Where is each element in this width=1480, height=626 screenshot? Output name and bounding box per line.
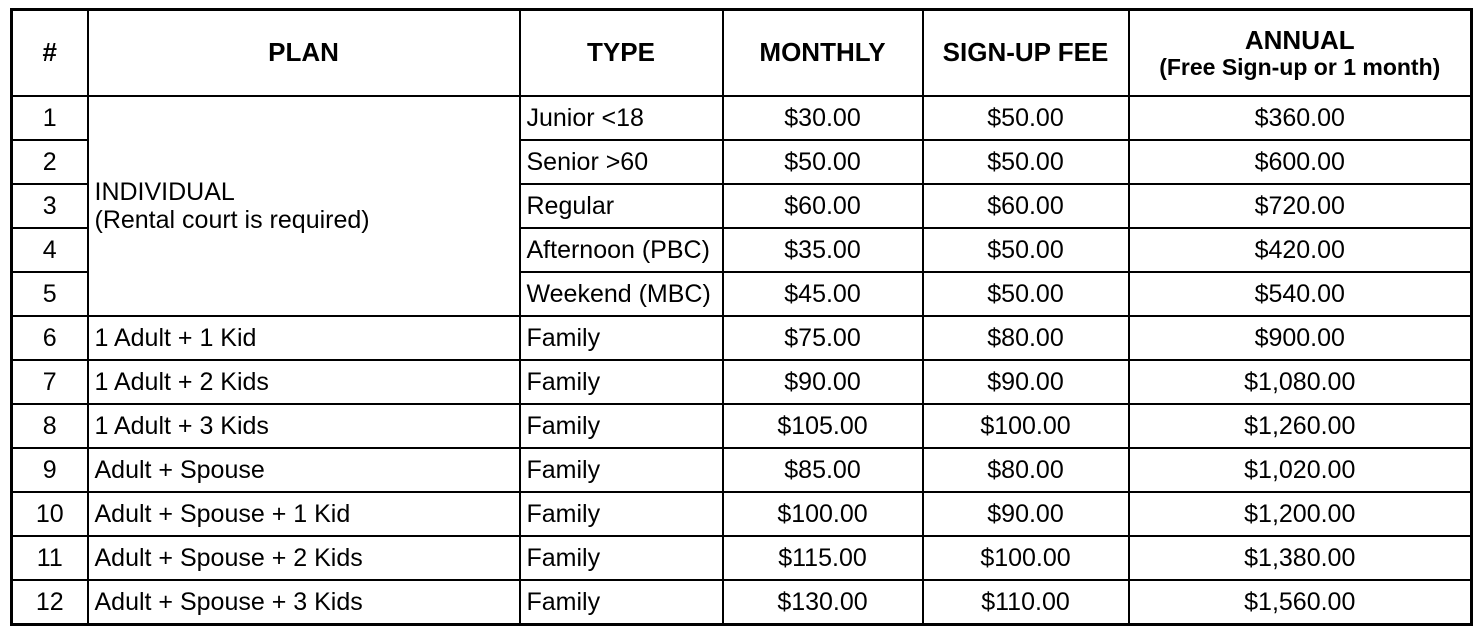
cell-plan: 1 Adult + 3 Kids	[88, 404, 520, 448]
cell-number: 4	[12, 228, 88, 272]
column-header-type: TYPE	[520, 10, 723, 97]
cell-monthly: $35.00	[723, 228, 923, 272]
column-header-plan: PLAN	[88, 10, 520, 97]
membership-pricing-table	[10, 8, 1473, 626]
table-body	[12, 96, 1472, 625]
cell-type: Afternoon (PBC)	[520, 228, 723, 272]
cell-annual: $540.00	[1129, 272, 1472, 316]
cell-type: Family	[520, 404, 723, 448]
header-row	[12, 10, 1472, 97]
cell-annual: $1,260.00	[1129, 404, 1472, 448]
cell-plan: 1 Adult + 1 Kid	[88, 316, 520, 360]
cell-signup-fee: $100.00	[923, 404, 1129, 448]
column-header-annual	[1129, 10, 1472, 97]
cell-number: 8	[12, 404, 88, 448]
plan-group-note: (Rental court is required)	[94, 206, 370, 234]
cell-number: 7	[12, 360, 88, 404]
cell-annual: $720.00	[1129, 184, 1472, 228]
cell-type: Family	[520, 492, 723, 536]
cell-signup-fee: $110.00	[923, 580, 1129, 625]
table-row	[12, 404, 1472, 448]
table-row	[12, 580, 1472, 625]
cell-monthly: $100.00	[723, 492, 923, 536]
cell-plan: Adult + Spouse	[88, 448, 520, 492]
cell-number: 6	[12, 316, 88, 360]
cell-number: 9	[12, 448, 88, 492]
cell-plan: Adult + Spouse + 1 Kid	[88, 492, 520, 536]
cell-signup-fee: $100.00	[923, 536, 1129, 580]
cell-plan: Adult + Spouse + 3 Kids	[88, 580, 520, 625]
cell-signup-fee: $90.00	[923, 360, 1129, 404]
cell-annual: $420.00	[1129, 228, 1472, 272]
cell-number: 3	[12, 184, 88, 228]
cell-plan-group-individual	[88, 96, 520, 316]
column-header-signup-fee: SIGN-UP FEE	[923, 10, 1129, 97]
cell-monthly: $30.00	[723, 96, 923, 140]
table-row	[12, 492, 1472, 536]
cell-plan: 1 Adult + 2 Kids	[88, 360, 520, 404]
cell-annual: $900.00	[1129, 316, 1472, 360]
cell-signup-fee: $90.00	[923, 492, 1129, 536]
cell-type: Junior <18	[520, 96, 723, 140]
cell-annual: $1,560.00	[1129, 580, 1472, 625]
cell-number: 2	[12, 140, 88, 184]
cell-monthly: $50.00	[723, 140, 923, 184]
table-row	[12, 316, 1472, 360]
table-header	[12, 10, 1472, 97]
cell-signup-fee: $60.00	[923, 184, 1129, 228]
cell-type: Family	[520, 580, 723, 625]
cell-plan: Adult + Spouse + 2 Kids	[88, 536, 520, 580]
table-row	[12, 536, 1472, 580]
cell-signup-fee: $80.00	[923, 316, 1129, 360]
cell-monthly: $45.00	[723, 272, 923, 316]
table-row	[12, 96, 1472, 140]
cell-type: Family	[520, 360, 723, 404]
cell-number: 11	[12, 536, 88, 580]
cell-monthly: $130.00	[723, 580, 923, 625]
cell-type: Family	[520, 316, 723, 360]
cell-signup-fee: $50.00	[923, 140, 1129, 184]
cell-number: 12	[12, 580, 88, 625]
table-row	[12, 360, 1472, 404]
cell-annual: $1,380.00	[1129, 536, 1472, 580]
cell-signup-fee: $50.00	[923, 228, 1129, 272]
cell-number: 1	[12, 96, 88, 140]
cell-signup-fee: $50.00	[923, 96, 1129, 140]
cell-annual: $1,200.00	[1129, 492, 1472, 536]
cell-number: 10	[12, 492, 88, 536]
cell-type: Senior >60	[520, 140, 723, 184]
column-header-monthly: MONTHLY	[723, 10, 923, 97]
cell-monthly: $105.00	[723, 404, 923, 448]
column-header-annual-note: (Free Sign-up or 1 month)	[1159, 53, 1441, 80]
cell-type: Family	[520, 536, 723, 580]
cell-monthly: $90.00	[723, 360, 923, 404]
cell-signup-fee: $50.00	[923, 272, 1129, 316]
table-row	[12, 448, 1472, 492]
cell-monthly: $75.00	[723, 316, 923, 360]
cell-signup-fee: $80.00	[923, 448, 1129, 492]
cell-number: 5	[12, 272, 88, 316]
cell-annual: $600.00	[1129, 140, 1472, 184]
cell-monthly: $60.00	[723, 184, 923, 228]
cell-type: Weekend (MBC)	[520, 272, 723, 316]
cell-type: Regular	[520, 184, 723, 228]
plan-group-title: INDIVIDUAL	[94, 178, 235, 206]
cell-annual: $1,020.00	[1129, 448, 1472, 492]
cell-annual: $360.00	[1129, 96, 1472, 140]
cell-monthly: $115.00	[723, 536, 923, 580]
cell-annual: $1,080.00	[1129, 360, 1472, 404]
column-header-annual-title: ANNUAL	[1244, 24, 1355, 55]
column-header-number: #	[12, 10, 88, 97]
cell-monthly: $85.00	[723, 448, 923, 492]
cell-type: Family	[520, 448, 723, 492]
